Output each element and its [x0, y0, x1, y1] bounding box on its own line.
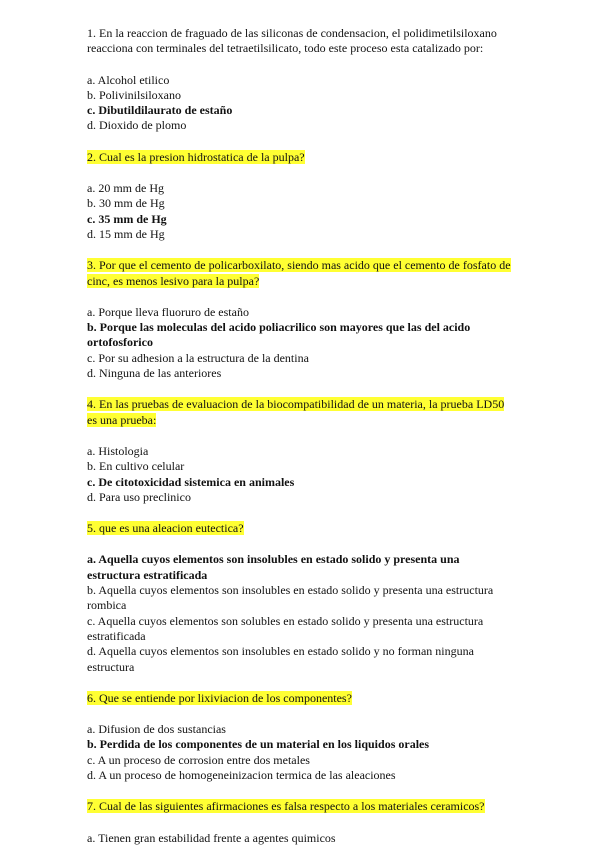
question-label: 6. Que se entiende por lixiviacion de los componentes?: [87, 690, 352, 705]
answer-option: b. En cultivo celular: [87, 459, 185, 474]
answer-option-correct: c. Dibutildilaurato de estaño: [87, 103, 233, 118]
question-block: [87, 258, 515, 381]
answer-option: d. Ninguna de las anteriores: [87, 366, 222, 381]
question-text: [87, 799, 515, 814]
question-label: 3. Por que el cemento de policarboxilato, siendo mas acido que el cemento de fosfato de cinc, es menos lesivo para la pulpa?: [87, 258, 511, 288]
answer-option: c. Por su adhesion a la estructura de la dentina: [87, 350, 309, 365]
question-text: [87, 691, 515, 706]
question-text: [87, 26, 515, 57]
question-block: [87, 150, 515, 242]
answer-option: d. 15 mm de Hg: [87, 226, 165, 241]
answer-option: a. Porque lleva fluoruro de estaño: [87, 304, 249, 319]
answer-option: a. 20 mm de Hg: [87, 181, 164, 196]
answer-option: d. Aquella cuyos elementos son insolubles en estado solido y no forman ninguna estructura: [87, 644, 474, 674]
question-block: [87, 691, 515, 783]
answer-option: d. Dioxido de plomo: [87, 118, 187, 133]
answer-option-correct: b. Perdida de los componentes de un material en los liquidos orales: [87, 737, 430, 752]
question-block: [87, 397, 515, 505]
answer-option-correct: c. 35 mm de Hg: [87, 211, 167, 226]
question-text: [87, 150, 515, 165]
answer-option: b. Aquella cuyos elementos son insolubles en estado solido y presenta una estructura rombica: [87, 583, 494, 613]
question-block: [87, 799, 515, 846]
question-block: [87, 26, 515, 134]
answer-option: a. Tienen gran estabilidad frente a agentes quimicos: [87, 830, 336, 845]
answer-option: a. Alcohol etilico: [87, 72, 170, 87]
answer-option: c. A un proceso de corrosion entre dos metales: [87, 752, 310, 767]
answer-option: a. Histologia: [87, 443, 149, 458]
question-label: 2. Cual es la presion hidrostatica de la pulpa?: [87, 149, 305, 164]
question-text: [87, 397, 515, 428]
answer-option: d. A un proceso de homogeneinizacion termica de las aleaciones: [87, 767, 396, 782]
question-label: 7. Cual de las siguientes afirmaciones es falsa respecto a los materiales ceramicos?: [87, 799, 485, 814]
question-label: 4. En las pruebas de evaluacion de la biocompatibilidad de un materia, la prueba LD50 es una prueba:: [87, 397, 505, 427]
document-page: [87, 26, 515, 862]
answer-option: a. Difusion de dos sustancias: [87, 722, 226, 737]
answer-option-correct: b. Porque las moleculas del acido poliacrilico son mayores que las del acido ortofosforico: [87, 320, 471, 350]
question-label: 1. En la reaccion de fraguado de las siliconas de condensacion, el polidimetilsiloxano reacciona con terminales del tetraetilsilicato, todo este proceso esta catalizado por:: [87, 26, 497, 56]
question-text: [87, 258, 515, 289]
answer-option-correct: c. De citotoxicidad sistemica en animales: [87, 474, 295, 489]
answer-option-correct: a. Aquella cuyos elementos son insolubles en estado solido y presenta una estructura estratificada: [87, 552, 460, 582]
question-block: [87, 521, 515, 675]
answer-option: b. 30 mm de Hg: [87, 196, 165, 211]
answer-option: b. Polivinilsiloxano: [87, 87, 182, 102]
answer-option: d. Para uso preclinico: [87, 489, 191, 504]
question-text: [87, 521, 515, 536]
question-label: 5. que es una aleacion eutectica?: [87, 521, 244, 536]
answer-option: c. Aquella cuyos elementos son solubles en estado solido y presenta una estructura estratificada: [87, 613, 484, 643]
